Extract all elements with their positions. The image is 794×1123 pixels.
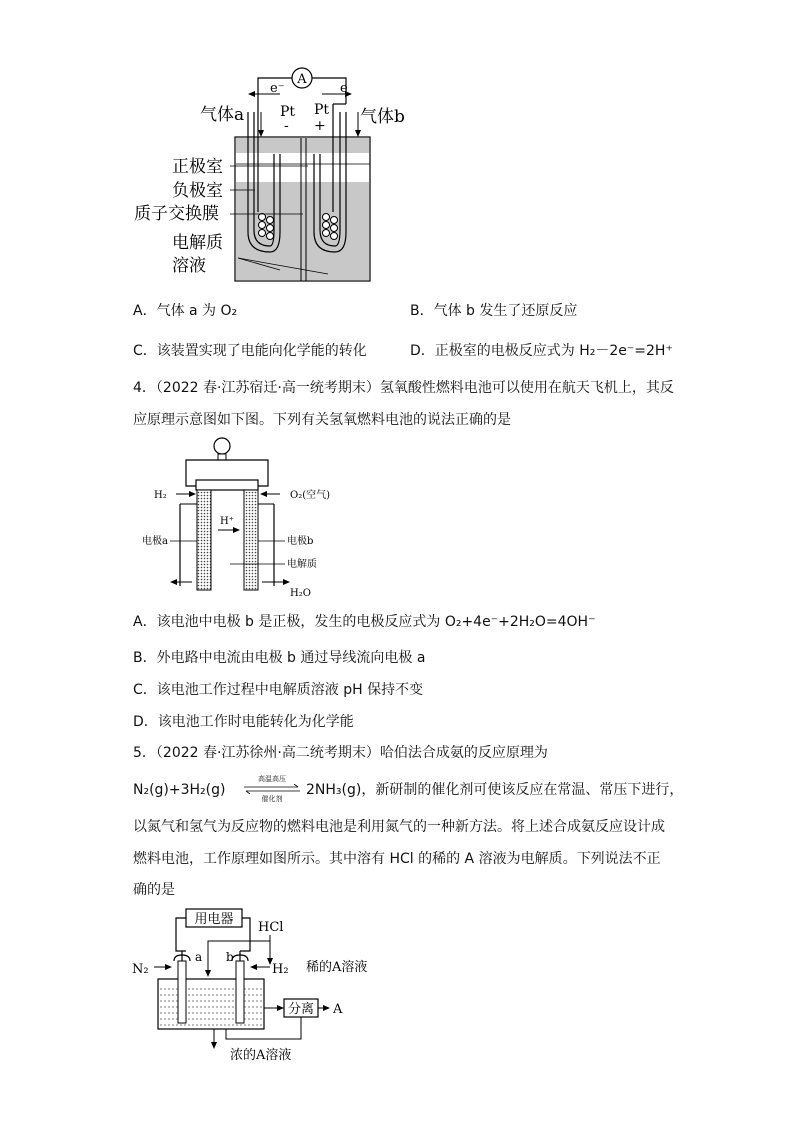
equilibrium-arrow bbox=[242, 775, 302, 805]
electrolyte-label: 电解质 bbox=[287, 559, 317, 570]
q4-stem-line-1: 4．（2022 春·江苏宿迁·高一统考期末）氢氧酸性燃料电池可以使用在航天飞机上，其反 bbox=[133, 380, 674, 396]
q4-option-b[interactable]: B．外电路中电流由电极 b 通过导线流向电极 a bbox=[133, 650, 426, 666]
electron-right: e bbox=[340, 81, 348, 96]
electrode-a-label: 电极a bbox=[142, 536, 168, 547]
gas-b-label: 气体b bbox=[360, 107, 405, 127]
q5-equation-left: N₂(g)+3H₂(g) bbox=[133, 782, 226, 798]
hcl-label: HCl bbox=[258, 920, 284, 935]
h-plus-label: H⁺ bbox=[220, 516, 234, 527]
positive-sign: + bbox=[314, 118, 326, 134]
membrane-label: 质子交换膜 bbox=[134, 204, 219, 224]
dilute-solution-label: 稀的A溶液 bbox=[306, 960, 368, 975]
concentrated-solution-label: 浓的A溶液 bbox=[230, 1048, 292, 1063]
electrode-b-label: 电极b bbox=[287, 536, 314, 547]
eq-condition-bottom: 催化剂 bbox=[261, 795, 283, 803]
electrolyte-label-1: 电解质 bbox=[172, 233, 223, 253]
fuel-cell-diagram-2 bbox=[140, 434, 340, 602]
q4-option-c[interactable]: C．该电池工作过程中电解质溶液 pH 保持不变 bbox=[133, 682, 424, 698]
q3-option-a[interactable]: A．气体 a 为 O₂ bbox=[133, 303, 238, 319]
q3-option-c[interactable]: C．该装置实现了电能向化学能的转化 bbox=[133, 343, 367, 359]
n2-label: N₂ bbox=[132, 962, 149, 977]
separate-label: 分离 bbox=[287, 1002, 315, 1017]
q4-stem-line-2: 应原理示意图如下图。下列有关氢氧燃料电池的说法正确的是 bbox=[133, 412, 511, 428]
bulb-icon bbox=[214, 438, 230, 454]
q4-option-d[interactable]: D．该电池工作时电能转化为化学能 bbox=[133, 714, 354, 730]
q5-stem-line-3: 以氮气和氢气为反应物的燃料电池是利用氮气的一种新方法。将上述合成氨反应设计成 bbox=[133, 819, 665, 835]
o2-label: O₂(空气) bbox=[290, 490, 331, 501]
eq-condition-top: 高温高压 bbox=[258, 775, 286, 783]
appliance-label: 用电器 bbox=[194, 912, 234, 927]
fuel-cell-diagram-3 bbox=[130, 905, 390, 1065]
pt-right-label: Pt bbox=[314, 102, 330, 118]
q5-stem-line-1: 5．（2022 春·江苏徐州·高二统考期末）哈伯法合成氨的反应原理为 bbox=[133, 745, 548, 761]
q3-option-b[interactable]: B．气体 b 发生了还原反应 bbox=[410, 303, 578, 319]
negative-chamber-label: 负极室 bbox=[172, 181, 223, 201]
h2o-label: H₂O bbox=[290, 588, 311, 599]
pt-left-label: Pt bbox=[280, 104, 296, 120]
product-a-label: A bbox=[333, 1002, 343, 1017]
q5-stem-line-5: 确的是 bbox=[133, 882, 175, 898]
positive-chamber-label: 正极室 bbox=[172, 157, 223, 177]
electron-left: e⁻ bbox=[270, 81, 285, 96]
q4-option-a[interactable]: A．该电池中电极 b 是正极，发生的电极反应式为 O₂+4e⁻+2H₂O=4OH⁻ bbox=[133, 614, 596, 630]
electrode-b-letter: b bbox=[226, 950, 234, 964]
gas-a-label: 气体a bbox=[200, 105, 245, 125]
h2-label: H₂ bbox=[154, 490, 167, 501]
electrolyte-label-2: 溶液 bbox=[172, 256, 206, 276]
electrode-a-letter: a bbox=[195, 950, 203, 964]
ammeter-label: A bbox=[297, 72, 307, 87]
q5-stem-line-4: 燃料电池，工作原理如图所示。其中溶有 HCl 的稀的 A 溶液为电解质。下列说法不正 bbox=[133, 851, 661, 867]
q5-equation-right: 2NH₃(g)，新研制的催化剂可使该反应在常温、常压下进行， bbox=[306, 782, 684, 798]
q3-option-d[interactable]: D．正极室的电极反应式为 H₂－2e⁻=2H⁺ bbox=[410, 343, 673, 359]
negative-sign: - bbox=[284, 118, 289, 134]
fuel-cell-diagram-1 bbox=[130, 62, 410, 294]
h2-label-3: H₂ bbox=[272, 962, 289, 977]
